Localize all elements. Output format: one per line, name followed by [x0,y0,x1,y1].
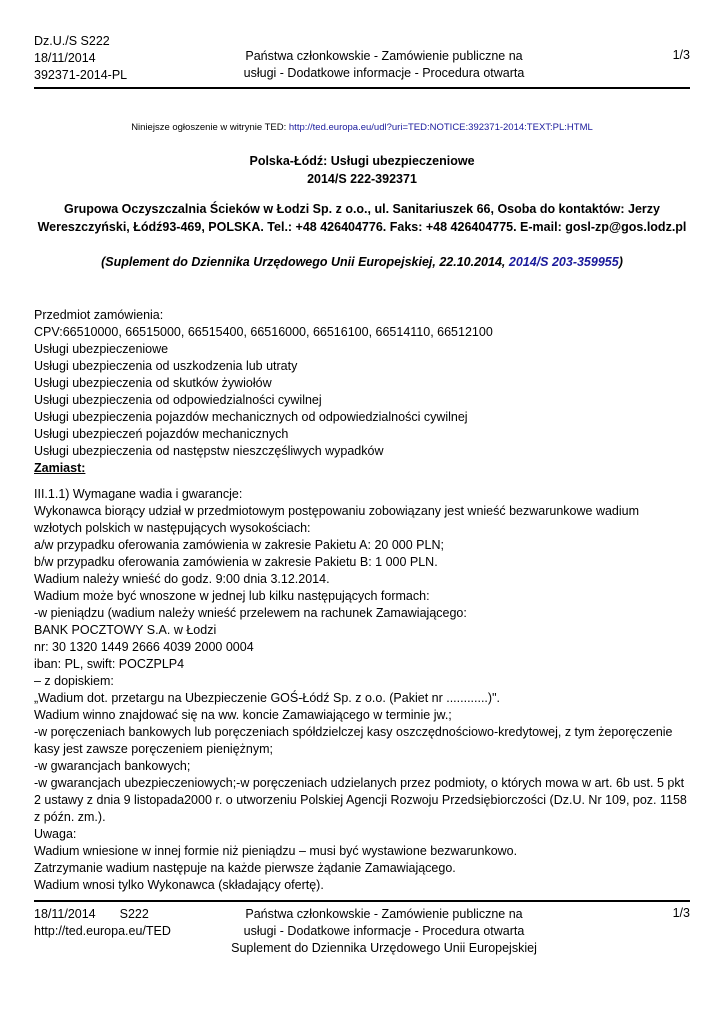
section-line: BANK POCZTOWY S.A. w Łodzi [34,623,217,637]
supplement-prefix: (Suplement do Dziennika Urzędowego Unii Europejskiej, 22.10.2014, [101,255,509,269]
supplement-reference [34,255,690,269]
section-line: III.1.1) Wymagane wadia i gwarancje: [34,487,243,501]
header-notice-id: 392371-2014-PL [34,68,128,82]
subject-line: Usługi ubezpieczenia pojazdów mechanicznych od odpowiedzialności cywilnej [34,410,468,424]
footer-date: 18/11/2014 [34,907,96,921]
guarantees-section [34,486,690,894]
subject-line: Usługi ubezpieczenia od odpowiedzialności cywilnej [34,393,322,407]
notice-title [34,152,690,188]
section-line: – z dopiskiem: [34,674,114,688]
section-line: Wadium wnosi tylko Wykonawca (składający ofertę). [34,878,324,892]
footer-url: http://ted.europa.eu/TED [34,924,171,938]
section-line: Wykonawca biorący udział w przedmiotowym postępowaniu zobowiązany jest wnieść bezwarunkowe wadium wzłotych polskich w następujących wysokościach: [34,504,643,535]
subject-line: Usługi ubezpieczenia od uszkodzenia lub utraty [34,359,298,373]
section-line: -w pieniądzu (wadium należy wnieść przelewem na rachunek Zamawiającego: [34,606,467,620]
footer-left [34,906,171,940]
section-line: Wadium winno znajdować się na ww. koncie Zamawiającego w terminie jw.; [34,708,452,722]
section-line: Wadium należy wnieść do godz. 9:00 dnia 3.12.2014. [34,572,330,586]
supplement-suffix: ) [618,255,623,269]
section-line: b/w przypadku oferowania zamówienia w zakresie Pakietu B: 1 000 PLN. [34,555,438,569]
subject-line: Usługi ubezpieczenia od skutków żywiołów [34,376,272,390]
ted-notice-line [34,122,690,133]
footer-line2: usługi - Dodatkowe informacje - Procedura otwarta [243,924,525,938]
footer-line1: Państwa członkowskie - Zamówienie publiczne na [245,907,523,921]
subject-line: Usługi ubezpieczenia od następstw nieszczęśliwych wypadków [34,444,384,458]
supplement-ref-link[interactable]: 2014/S 203-359955 [508,255,619,269]
footer-line3: Suplement do Dziennika Urzędowego Unii Europejskiej [231,941,537,955]
subject-line: CPV:66510000, 66515000, 66515400, 66516000, 66516100, 66514110, 66512100 [34,325,493,339]
footer-code: S222 [119,907,149,921]
header-date: 18/11/2014 [34,51,96,65]
notice-title-line1: Polska-Łódź: Usługi ubezpieczeniowe [249,154,475,168]
section-line: Zatrzymanie wadium następuje na każde pierwsze żądanie Zamawiającego. [34,861,456,875]
section-line: „Wadium dot. przetargu na Ubezpieczenie GOŚ-Łódź Sp. z o.o. (Pakiet nr ............)". [34,691,500,705]
subject-section [34,307,690,477]
subject-line: Usługi ubezpieczeń pojazdów mechanicznych [34,427,289,441]
header-journal-ref: Dz.U./S S222 [34,34,110,48]
ted-link[interactable]: http://ted.europa.eu/udl?uri=TED:NOTICE:392371-2014:TEXT:PL:HTML [288,122,593,133]
section-line: iban: PL, swift: POCZPLP4 [34,657,185,671]
header-center [234,48,534,82]
page-footer [34,900,690,962]
header-title-line1: Państwa członkowskie - Zamówienie publiczne na [245,49,523,63]
header-left [34,33,127,84]
section-line: Uwaga: [34,827,77,841]
ted-prefix: Niniejsze ogłoszenie w witrynie TED: [131,122,289,133]
subject-line: Usługi ubezpieczeniowe [34,342,169,356]
section-line: a/w przypadku oferowania zamówienia w zakresie Pakietu A: 20 000 PLN; [34,538,444,552]
section-line: -w gwarancjach bankowych; [34,759,191,773]
page-header [34,33,690,89]
section-line: -w gwarancjach ubezpieczeniowych;-w poręczeniach udzielanych przez podmioty, o których mowa w art. 6b ust. 5 pkt 2 ustawy z dnia 9 listopada2000 r. o utworzeniu Polskiej Agencji Rozwoju Przedsiębiorczości (Dz.U. Nr 109, poz. 1158 z późn. zm.). [34,776,691,824]
header-title-line2: usługi - Dodatkowe informacje - Procedura otwarta [243,66,525,80]
section-line: Wadium wniesione w innej formie niż pieniądzu – musi być wystawione bezwarunkowo. [34,844,518,858]
contracting-authority: Grupowa Oczyszczalnia Ścieków w Łodzi Sp. z o.o., ul. Sanitariuszek 66, Osoba do kontaktów: Jerzy Wereszczyński, Łódź93-469, POLSKA. Tel.: +48 426404776. Faks: +48 426404775. E-mail: gosl-zp@gos.lodz.pl [37,202,687,234]
footer-page-number: 1/3 [672,906,690,920]
section-line: Wadium może być wnoszone w jednej lub kilku następujących formach: [34,589,430,603]
instead-label: Zamiast: [34,461,86,475]
subject-line: Przedmiot zamówienia: [34,308,164,322]
section-line: nr: 30 1320 1449 2666 4039 2000 0004 [34,640,254,654]
footer-center [214,906,554,957]
section-line: -w poręczeniach bankowych lub poręczeniach spółdzielczej kasy oszczędnościowo-kredytowej, z tym żeporęczenie kasy jest zawsze poręczeniem pieniężnym; [34,725,676,756]
notice-title-line2: 2014/S 222-392371 [307,172,417,186]
header-page-number: 1/3 [672,48,690,62]
